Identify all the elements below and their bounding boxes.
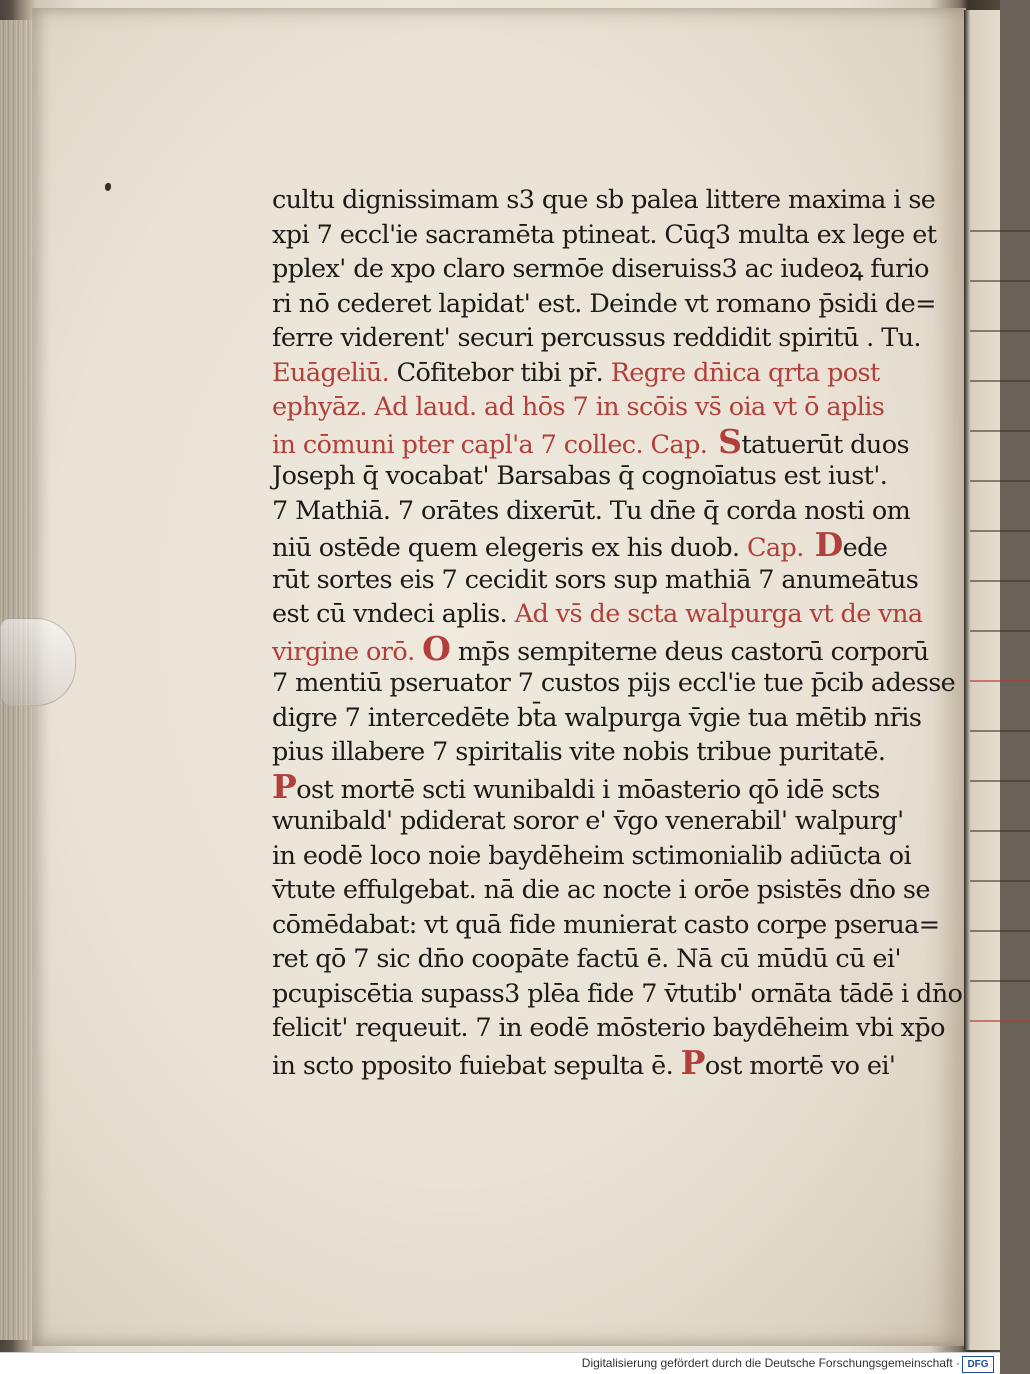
rubric-text: ephyāz. Ad laud. ad hōs 7 in scōis vs̄ oia vt ō aplis [272,392,885,422]
dfg-logo: DFG [962,1356,994,1373]
text-line [272,218,937,253]
footer-bar [0,1352,1000,1374]
text-line [272,804,904,839]
body-text: rūt sortes eis 7 cecidit sors sup mathiā 7 anumeātus [272,564,919,595]
text-line [272,287,936,322]
text-line [272,908,940,943]
rubric-initial: O [422,628,451,668]
body-text: digre 7 intercedēte bt̄a walpurga v̄gie tua mētib nr̄is [272,702,922,733]
rubric-text: Regre dn̄ica qrta post [610,357,880,388]
text-line [272,977,963,1012]
body-text: ede [842,533,888,563]
text-line [272,421,909,461]
text-line [272,183,936,218]
rubric-initial: P [272,766,297,806]
rubric-text: in cōmuni pter capl'a 7 collec. Cap. [272,429,708,460]
body-text: felicit' requeuit. 7 in eodē mōsterio baydēheim vbi xp̄o [272,1013,945,1043]
body-text: xpi 7 eccl'ie sacramēta ptineat. Cūq3 multa ex lege et [272,219,937,250]
body-text: wunibald' pdiderat soror e' v̄go venerabil' walpurg' [272,806,904,836]
text-line [272,628,929,668]
body-text: Joseph q̄ vocabat' Barsabas q̄ cognoīatus est iust'. [272,461,888,491]
body-text: tatuerūt duos [741,429,909,460]
body-text: 7 Mathiā. 7 orātes dixerūt. Tu dn̄e q̄ corda nosti om [272,495,911,526]
text-line [272,563,919,598]
rubric-text: Euāgeliū. [272,357,390,388]
text-line [272,494,911,529]
plastic-clip [0,618,76,706]
facing-page-edge [964,10,1000,1350]
footer-credit: Digitalisierung gefördert durch die Deutsche Forschungsgemeinschaft · [581,1356,960,1370]
text-line [272,766,880,806]
body-text: 7 mentiū pseruator 7 custos pijs eccl'ie tue p̄cib adesse [272,668,956,698]
rubric-initial: S [707,421,742,461]
body-text: niū ostēde quem elegeris ex his duob. [272,533,747,563]
rubric-text: Cap. [747,533,804,563]
rubric-initial: D [803,525,843,564]
body-text: ost mortē scti wunibaldi i mōasterio qō idē scts [296,774,880,805]
body-text: pplex' de xpo claro sermōe diseruiss3 ac iudeoꝝ furio [272,254,929,284]
text-line [272,356,880,391]
body-text: mp̄s sempiterne deus castorū corporū [450,636,929,667]
body-text: cōmēdabat: vt quā fide munierat casto corpe pserua= [272,909,940,940]
body-text: ferre viderent' securi percussus reddidit spiritū . Tu. [272,323,921,353]
body-text: ret qō 7 sic dn̄o coopāte factū ē. Nā cū mūdū cū ei' [272,944,901,974]
text-line [272,525,888,564]
body-text: pcupiscētia supass3 plēa fide 7 v̄tutib' ornāta tādē i dn̄o [272,978,963,1009]
text-line [272,839,911,874]
text-line [272,666,956,701]
body-text: ost mortē vo ei' [704,1050,896,1081]
body-text: cultu dignissimam s3 que sb palea littere maxima i se [272,185,936,215]
text-line [272,252,929,287]
rubric-text: Ad vs̄ de scta walpurga vt de vna [514,599,923,629]
text-line [272,735,886,770]
body-text: ri nō cederet lapidat' est. Deinde vt romano p̄sidi de= [272,288,936,319]
text-line [272,597,923,632]
text-line [272,390,885,425]
body-text: pius illabere 7 spiritalis vite nobis tribue puritatē. [272,737,886,767]
rubric-initial: P [680,1042,705,1082]
text-line [272,873,930,908]
body-text: Cōfitebor tibi pr̄. [389,357,611,388]
body-text: v̄tute effulgebat. nā die ac nocte i orōe psistēs dn̄o se [272,875,930,905]
body-text: in eodē loco noie baydēheim sctimonialib adiūcta oi [272,840,911,871]
text-line [272,942,901,977]
body-text: in scto pposito fuiebat sepulta ē. [272,1050,681,1081]
incunable-text-block [272,183,963,1082]
body-text: est cū vndeci aplis. [272,599,515,629]
text-line [272,1042,896,1082]
text-line [272,459,888,494]
rubric-text: virgine orō. [272,636,423,667]
text-line [272,701,922,736]
text-line [272,1011,945,1046]
text-line [272,321,921,356]
